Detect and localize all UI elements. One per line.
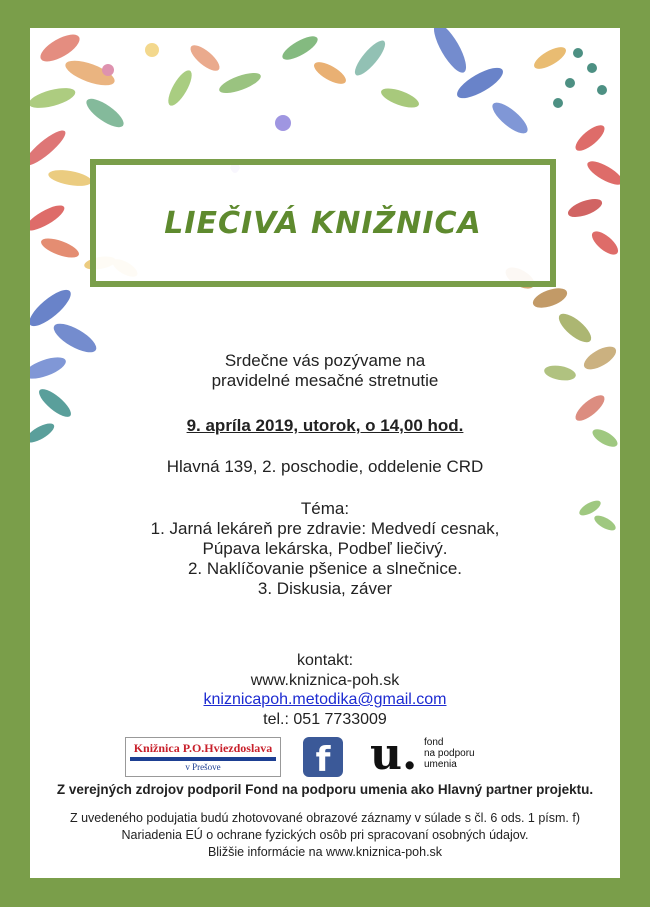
contact-email-link[interactable]: kniznicapoh.metodika@gmail.com: [203, 691, 447, 708]
page-title: LIEČIVÁ KNIŽNICA: [164, 205, 482, 241]
event-address: Hlavná 139, 2. poschodie, oddelenie CRD: [166, 457, 484, 476]
fond-line-3: umenia: [424, 759, 457, 770]
topic-section: [30, 499, 620, 599]
contact-heading: kontakt:: [296, 652, 354, 669]
invitation-line-2: pravidelné mesačné stretnutie: [211, 371, 439, 390]
event-date: [30, 416, 620, 436]
facebook-icon[interactable]: f: [303, 737, 343, 777]
contact-phone: tel.: 051 7733009: [263, 710, 387, 728]
contact-web[interactable]: www.kniznica-poh.sk: [250, 671, 400, 689]
footer-line-2: Nariadenia EÚ o ochrane fyzických osôb pri spracovaní osobných údajov.: [121, 828, 529, 842]
partner-text: Z verejných zdrojov podporil Fond na podporu umenia ako Hlavný partner projektu.: [56, 782, 594, 797]
invitation-text: [30, 351, 620, 391]
library-logo-city: v Prešove: [185, 762, 221, 772]
footer-notice: [30, 810, 620, 861]
library-logo-name: Knižnica P.O.Hviezdoslava: [133, 741, 273, 755]
contact-section: [30, 651, 620, 729]
invitation-line-1: Srdečne vás pozývame na: [224, 351, 426, 370]
title-frame: [90, 159, 556, 287]
fond-logo-letter: u.: [370, 729, 418, 780]
topic-item-3: 2. Naklíčovanie pšenice a slnečnice.: [187, 559, 463, 578]
topic-item-4: 3. Diskusia, záver: [257, 579, 393, 598]
topic-heading: Téma:: [300, 499, 350, 518]
fond-line-2: na podporu: [424, 748, 475, 759]
footer-line-1: Z uvedeného podujatia budú zhotovované obrazové záznamy v súlade s čl. 6 ods. 1 písm. f): [69, 811, 581, 825]
logo-row: [30, 729, 620, 781]
topic-item-2: Púpava lekárska, Podbeľ liečivý.: [202, 539, 448, 558]
library-logo[interactable]: [125, 737, 281, 777]
fond-line-1: fond: [424, 737, 444, 748]
flyer-page: [30, 28, 620, 878]
footer-line-3: Bližšie informácie na www.kniznica-poh.sk: [207, 845, 443, 859]
topic-item-1: 1. Jarná lekáreň pre zdravie: Medvedí cesnak,: [150, 519, 500, 538]
fond-logo-text: [424, 737, 475, 770]
date-text: 9. apríla 2019, utorok, o 14,00 hod.: [186, 416, 464, 435]
library-logo-bar: [130, 757, 276, 761]
